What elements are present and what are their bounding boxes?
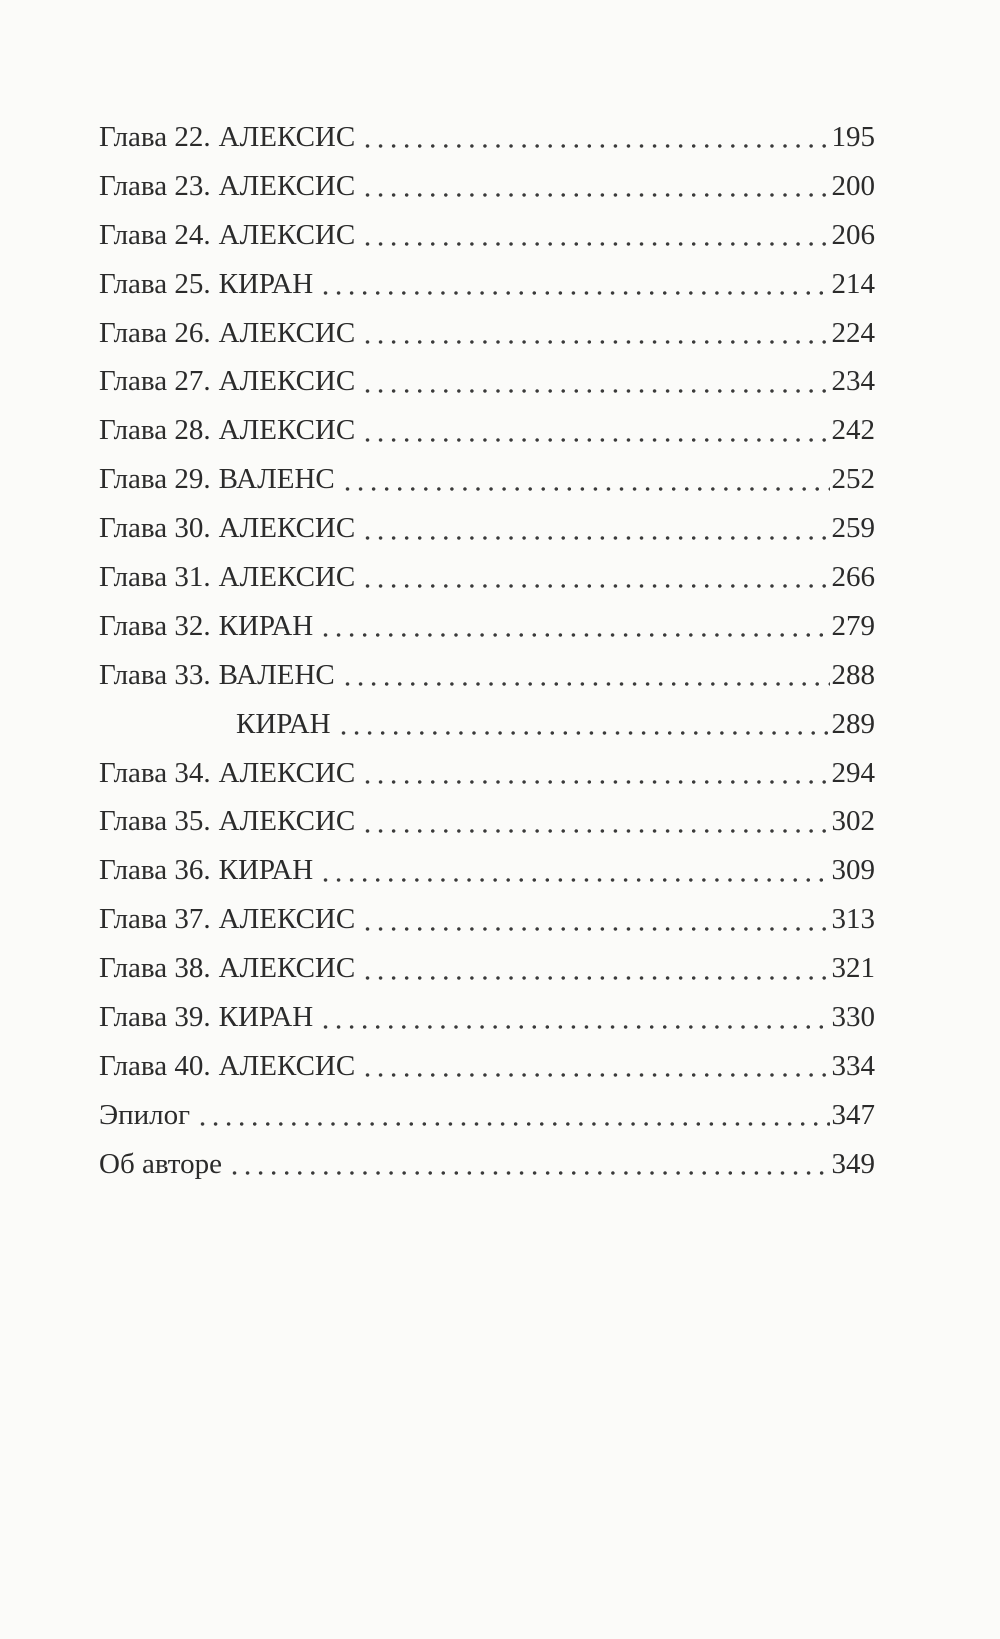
chapter-number: Глава 25. — [99, 267, 211, 300]
dot-leader — [361, 756, 829, 785]
chapter-title: АЛЕКСИС — [218, 218, 356, 251]
page-number: 200 — [831, 169, 875, 202]
chapter-title: АЛЕКСИС — [218, 952, 356, 985]
chapter-title: КИРАН — [218, 1001, 314, 1034]
page-number: 289 — [831, 707, 875, 740]
dot-leader — [361, 120, 829, 149]
page-number: 313 — [831, 903, 875, 936]
chapter-number: Глава 24. — [99, 218, 211, 251]
toc-entry — [99, 700, 875, 749]
dot-leader — [361, 169, 829, 198]
page-number: 279 — [831, 609, 875, 642]
chapter-number: Глава 37. — [99, 903, 211, 936]
dot-leader — [319, 267, 829, 296]
chapter-number: Глава 38. — [99, 952, 211, 985]
chapter-number: Глава 33. — [99, 658, 211, 691]
dot-leader — [361, 805, 829, 834]
toc-entry — [99, 357, 875, 406]
chapter-number: Глава 27. — [99, 365, 211, 398]
page-number: 224 — [831, 316, 875, 349]
page-number: 321 — [831, 952, 875, 985]
chapter-title: АЛЕКСИС — [218, 365, 356, 398]
toc-entry — [99, 846, 875, 895]
chapter-number: Глава 40. — [99, 1049, 211, 1082]
toc-entry — [99, 651, 875, 700]
toc-entry — [99, 504, 875, 553]
dot-leader — [361, 560, 829, 589]
dot-leader — [361, 952, 829, 981]
chapter-number: Глава 31. — [99, 561, 211, 594]
toc-entry — [99, 162, 875, 211]
page-number: 234 — [831, 365, 875, 398]
chapter-title: АЛЕКСИС — [218, 512, 356, 545]
dot-leader — [341, 658, 830, 687]
chapter-title: АЛЕКСИС — [218, 414, 356, 447]
chapter-title: ВАЛЕНС — [218, 658, 335, 691]
toc-entry — [99, 211, 875, 260]
dot-leader — [361, 365, 829, 394]
chapter-number: Глава 30. — [99, 512, 211, 545]
toc-entry — [99, 1140, 875, 1189]
dot-leader — [337, 707, 830, 736]
chapter-title: КИРАН — [236, 707, 331, 740]
toc-entry — [99, 553, 875, 602]
toc-entry — [99, 602, 875, 651]
dot-leader — [319, 609, 829, 638]
toc-entry — [99, 406, 875, 455]
toc-entry — [99, 1091, 875, 1140]
page-number: 334 — [831, 1049, 875, 1082]
toc-entry — [99, 749, 875, 798]
dot-leader — [341, 463, 830, 492]
chapter-title: АЛЕКСИС — [218, 903, 356, 936]
page-number: 288 — [831, 658, 875, 691]
dot-leader — [196, 1098, 829, 1127]
dot-leader — [361, 512, 829, 541]
dot-leader — [361, 316, 829, 345]
dot-leader — [361, 218, 829, 247]
chapter-number: Глава 29. — [99, 463, 211, 496]
page-number: 309 — [831, 854, 875, 887]
chapter-title: Эпилог — [99, 1098, 191, 1131]
table-of-contents — [99, 113, 875, 1189]
chapter-title: КИРАН — [218, 609, 314, 642]
toc-entry — [99, 993, 875, 1042]
chapter-title: АЛЕКСИС — [218, 805, 356, 838]
page-number: 266 — [831, 561, 875, 594]
dot-leader — [319, 1001, 829, 1030]
page-number: 330 — [831, 1001, 875, 1034]
chapter-title: АЛЕКСИС — [218, 561, 356, 594]
toc-entry — [99, 455, 875, 504]
chapter-number: Глава 23. — [99, 169, 211, 202]
dot-leader — [361, 1049, 829, 1078]
dot-leader — [361, 414, 829, 443]
chapter-title: КИРАН — [218, 267, 314, 300]
chapter-number: Глава 32. — [99, 609, 211, 642]
chapter-title: АЛЕКСИС — [218, 1049, 356, 1082]
toc-entry — [99, 1042, 875, 1091]
page-number: 206 — [831, 218, 875, 251]
chapter-number: Глава 26. — [99, 316, 211, 349]
page-number: 259 — [831, 512, 875, 545]
chapter-title: КИРАН — [218, 854, 314, 887]
dot-leader — [319, 854, 829, 883]
toc-entry — [99, 797, 875, 846]
page-number: 242 — [831, 414, 875, 447]
page-number: 347 — [831, 1098, 875, 1131]
page-number: 252 — [831, 463, 875, 496]
toc-entry — [99, 260, 875, 309]
page-number: 214 — [831, 267, 875, 300]
dot-leader — [361, 903, 829, 932]
chapter-number: Глава 36. — [99, 854, 211, 887]
chapter-number: Глава 39. — [99, 1001, 211, 1034]
toc-entry — [99, 309, 875, 358]
toc-entry — [99, 895, 875, 944]
chapter-title: Об авторе — [99, 1147, 222, 1180]
chapter-number: Глава 28. — [99, 414, 211, 447]
chapter-number: Глава 35. — [99, 805, 211, 838]
dot-leader — [228, 1147, 830, 1176]
page-number: 349 — [831, 1147, 875, 1180]
chapter-title: АЛЕКСИС — [218, 169, 356, 202]
toc-entry — [99, 113, 875, 162]
chapter-title: АЛЕКСИС — [218, 756, 356, 789]
chapter-title: АЛЕКСИС — [218, 121, 356, 153]
page-number: 302 — [831, 805, 875, 838]
chapter-number: Глава 22. — [99, 121, 211, 153]
chapter-number: Глава 34. — [99, 756, 211, 789]
chapter-title: АЛЕКСИС — [218, 316, 356, 349]
page-number: 195 — [831, 121, 875, 153]
chapter-title: ВАЛЕНС — [218, 463, 335, 496]
toc-entry — [99, 944, 875, 993]
page-number: 294 — [831, 756, 875, 789]
